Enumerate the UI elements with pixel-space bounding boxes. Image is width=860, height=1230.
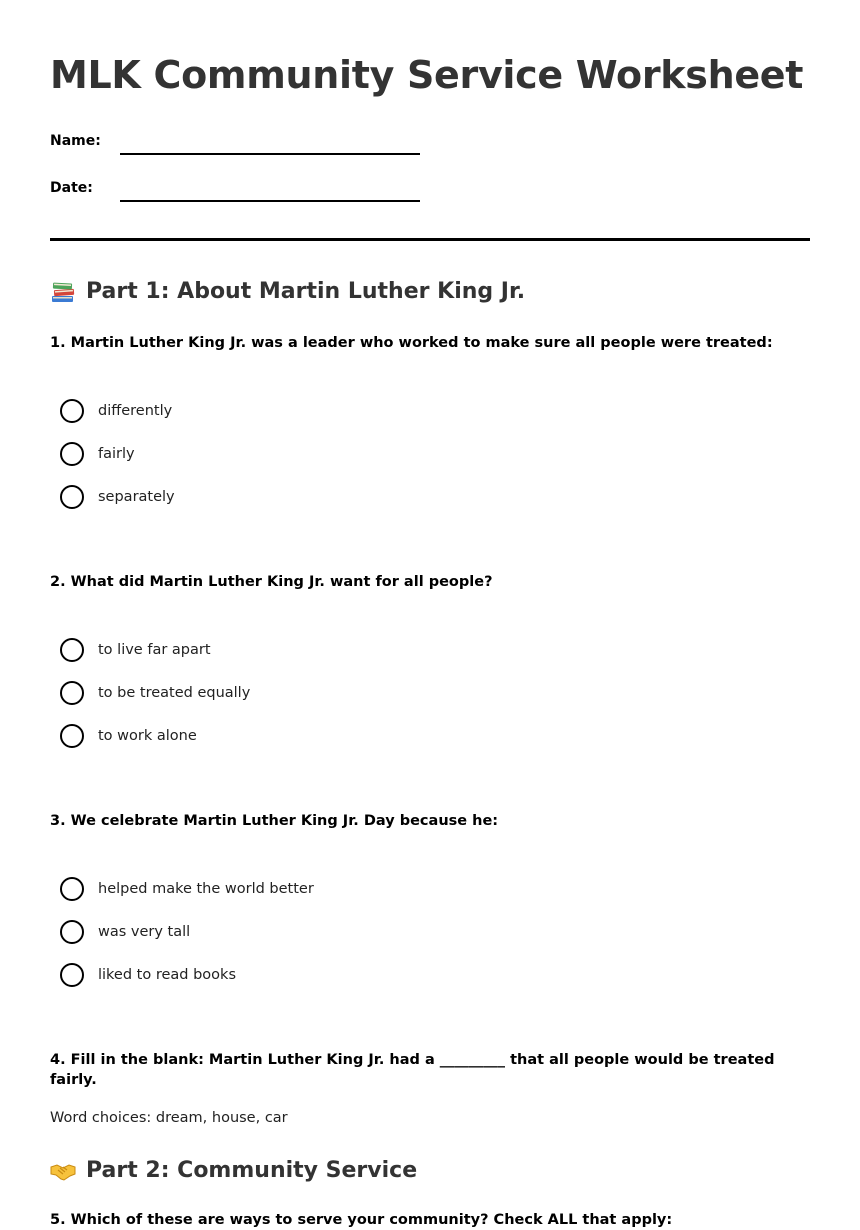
question-1: 1. Martin Luther King Jr. was a leader who worked to make sure all people were treated: [50, 335, 773, 351]
handshake-icon [50, 1158, 76, 1184]
part1-heading [50, 277, 810, 307]
radio-button[interactable] [60, 399, 84, 423]
option-label: helped make the world better [98, 880, 314, 897]
option-label: differently [98, 402, 173, 419]
option-label: was very tall [98, 923, 191, 940]
date-line[interactable] [120, 180, 420, 202]
option-label: fairly [98, 445, 135, 462]
page-title: MLK Community Service Worksheet [50, 53, 804, 97]
date-field [50, 155, 810, 202]
question-2: 2. What did Martin Luther King Jr. want for all people? [50, 574, 493, 590]
part2-heading-text: Part 2: Community Service [86, 1158, 418, 1183]
question-2-option[interactable] [60, 628, 810, 671]
option-label: to live far apart [98, 641, 211, 658]
radio-button[interactable] [60, 877, 84, 901]
question-1-option[interactable] [60, 389, 810, 432]
radio-button[interactable] [60, 485, 84, 509]
question-2-option[interactable] [60, 671, 810, 714]
radio-button[interactable] [60, 681, 84, 705]
radio-button[interactable] [60, 920, 84, 944]
question-3-option[interactable] [60, 953, 810, 996]
books-icon [50, 279, 76, 305]
date-label: Date: [50, 180, 93, 196]
question-1-option[interactable] [60, 432, 810, 475]
word-choices: Word choices: dream, house, car [50, 1110, 288, 1126]
part1-heading-text: Part 1: About Martin Luther King Jr. [86, 279, 526, 304]
question-5: 5. Which of these are ways to serve your community? Check ALL that apply: [50, 1212, 673, 1228]
question-3-option[interactable] [60, 867, 810, 910]
section-divider [50, 238, 810, 241]
option-label: separately [98, 488, 175, 505]
radio-button[interactable] [60, 442, 84, 466]
option-label: liked to read books [98, 966, 236, 983]
name-label: Name: [50, 133, 101, 149]
question-2-options [60, 628, 810, 757]
question-2-option[interactable] [60, 714, 810, 757]
question-4: 4. Fill in the blank: Martin Luther King Jr. had a _________ that all people would be treated fairly. [50, 1052, 775, 1088]
name-field [50, 108, 810, 155]
option-label: to be treated equally [98, 684, 251, 701]
radio-button[interactable] [60, 724, 84, 748]
radio-button[interactable] [60, 638, 84, 662]
name-line[interactable] [120, 133, 420, 155]
question-1-options [60, 389, 810, 518]
option-label: to work alone [98, 727, 197, 744]
question-3: 3. We celebrate Martin Luther King Jr. Day because he: [50, 813, 499, 829]
question-1-option[interactable] [60, 475, 810, 518]
question-3-option[interactable] [60, 910, 810, 953]
question-3-options [60, 867, 810, 996]
radio-button[interactable] [60, 963, 84, 987]
